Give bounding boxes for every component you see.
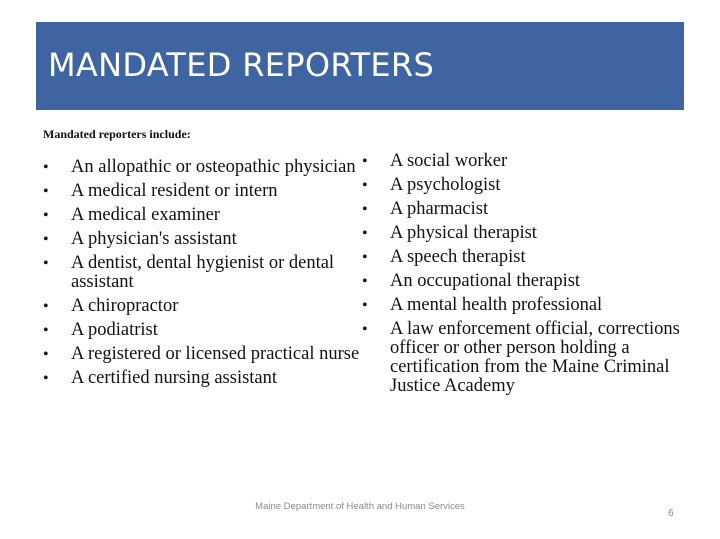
list-item-text: An occupational therapist [390,271,581,291]
list-item [43,182,365,201]
list-item [43,206,365,225]
page-number: 6 [668,508,674,519]
list-item-text: A medical resident or intern [71,181,278,201]
title-bar [36,22,684,110]
list-item-text: A physical therapist [390,223,537,243]
bullet-icon: • [362,177,368,194]
list-item [362,248,684,267]
bullet-icon: • [43,322,49,339]
list-item [362,320,684,396]
bullet-icon: • [362,321,368,338]
list-item-text: A medical examiner [71,205,220,225]
list-item [362,152,684,171]
bullet-icon: • [362,153,368,170]
list-item [43,345,365,364]
bullet-icon: • [362,249,368,266]
list-item-text: A pharmacist [390,199,489,219]
list-item [362,176,684,195]
list-item-text: A podiatrist [71,320,158,340]
bullet-icon: • [43,231,49,248]
intro-text: Mandated reporters include: [43,127,191,141]
list-item-text: A mental health professional [390,295,603,315]
bullet-icon: • [362,297,368,314]
list-item [43,158,365,177]
bullet-icon: • [43,346,49,363]
list-item [43,297,365,316]
right-bullet-list [362,152,684,401]
bullet-icon: • [43,159,49,176]
bullet-icon: • [43,298,49,315]
list-item-text: A social worker [390,151,508,171]
list-item [43,230,365,249]
list-item-text: A registered or licensed practical nurse [71,344,360,364]
slide-title: MANDATED REPORTERS [48,46,435,84]
bullet-icon: • [362,273,368,290]
list-item [43,321,365,340]
list-item-text: A chiropractor [71,296,179,316]
bullet-icon: • [362,225,368,242]
list-item [362,200,684,219]
bullet-icon: • [362,201,368,218]
list-item-text: A law enforcement official, corrections officer or other person holding a certification from the Maine Criminal Justice Academy [390,319,680,396]
list-item [362,272,684,291]
list-item-text: An allopathic or osteopathic physician [71,157,356,177]
list-item-text: A dentist, dental hygienist or dental assistant [71,253,335,292]
list-item-text: A speech therapist [390,247,526,267]
list-item-text: A certified nursing assistant [71,368,278,388]
list-item [43,369,365,388]
bullet-icon: • [43,255,49,272]
list-item-text: A psychologist [390,175,501,195]
list-item [43,254,365,292]
bullet-icon: • [43,370,49,387]
list-item [362,296,684,315]
footer-text: Maine Department of Health and Human Services [255,501,465,512]
list-item [362,224,684,243]
list-item-text: A physician's assistant [71,229,237,249]
bullet-icon: • [43,207,49,224]
bullet-icon: • [43,183,49,200]
left-bullet-list [43,158,365,393]
